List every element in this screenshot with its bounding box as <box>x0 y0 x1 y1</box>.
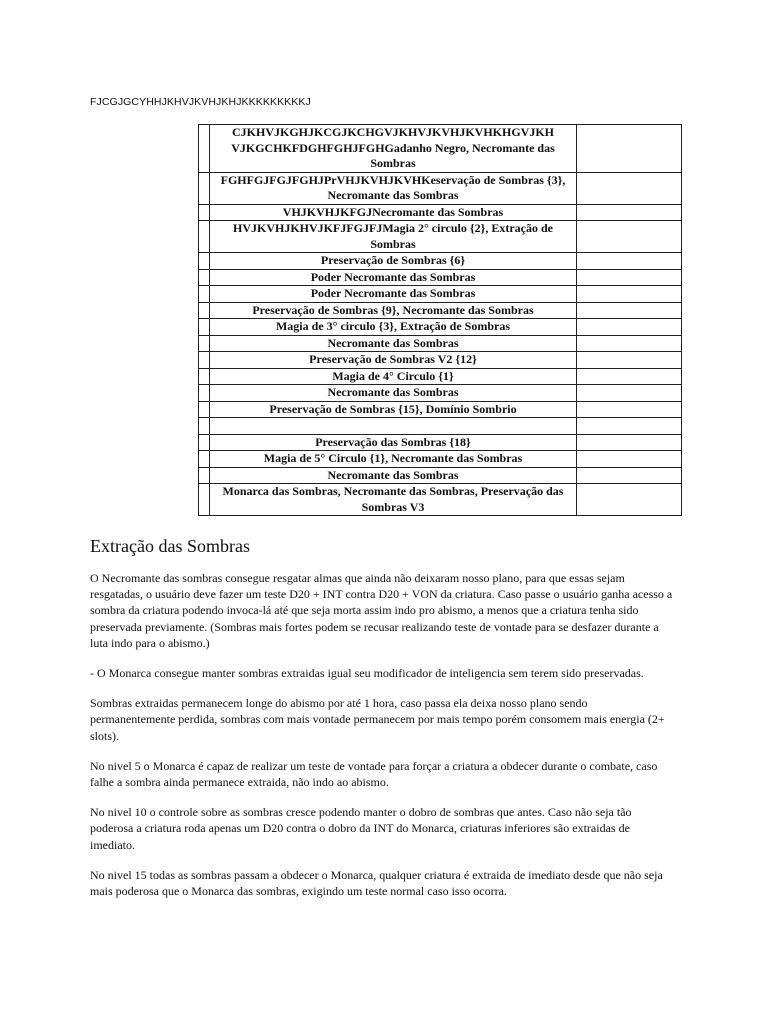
extra-cell <box>577 401 682 418</box>
feature-cell: VHJKVHJKFGJNecromante das Sombras <box>210 204 577 221</box>
level-cell <box>199 172 210 204</box>
feature-cell: Poder Necromante das Sombras <box>210 286 577 303</box>
feature-cell: Necromante das Sombras <box>210 467 577 484</box>
extra-cell <box>577 352 682 369</box>
feature-cell: Preservação de Sombras V2 {12} <box>210 352 577 369</box>
feature-cell: CJKHVJKGHJKCGJKCHGVJKHVJKVHJKVHKHGVJKH VJKGCHKFDGHFGHJFGHGadanho Negro, Necromante das Sombras <box>210 125 577 173</box>
table-row <box>199 401 682 418</box>
level-cell <box>199 125 210 173</box>
section-body <box>90 570 675 913</box>
paragraph: - O Monarca consegue manter sombras extraidas igual seu modificador de inteligencia sem terem sido preservadas. <box>90 666 644 681</box>
table-row <box>199 451 682 468</box>
paragraph: Sombras extraidas permanecem longe do abismo por até 1 hora, caso passa ela deixa nosso plano sendo permanentemente perdida, sombras com mais vontade permanecem por mais tempo porém consomem mais energia (2+ slots). <box>90 696 665 743</box>
level-cell <box>199 467 210 484</box>
extra-cell <box>577 286 682 303</box>
extra-cell <box>577 172 682 204</box>
extra-cell <box>577 418 682 435</box>
level-cell <box>199 434 210 451</box>
table-row <box>199 253 682 270</box>
table-row <box>199 484 682 516</box>
table-row <box>199 221 682 253</box>
feature-cell: Magia de 4° Circulo {1} <box>210 368 577 385</box>
table-body <box>199 125 682 516</box>
extra-cell <box>577 319 682 336</box>
level-cell <box>199 253 210 270</box>
table-row <box>199 335 682 352</box>
table-row <box>199 368 682 385</box>
level-cell <box>199 401 210 418</box>
table-row <box>199 319 682 336</box>
level-cell <box>199 286 210 303</box>
feature-cell: Magia de 3° circulo {3}, Extração de Sombras <box>210 319 577 336</box>
table-row-empty <box>199 418 682 435</box>
extra-cell <box>577 467 682 484</box>
paragraph: No nivel 10 o controle sobre as sombras cresce podendo manter o dobro de sombras que antes. Caso não seja tão poderosa a criatura roda apenas um D20 contra o dobro da INT do Monarca, criaturas inferiores são extraidas de imediato. <box>90 805 632 852</box>
extra-cell <box>577 335 682 352</box>
extra-cell <box>577 125 682 173</box>
class-progression-table <box>198 124 682 516</box>
extra-cell <box>577 368 682 385</box>
table-row <box>199 269 682 286</box>
paragraph: No nivel 5 o Monarca é capaz de realizar um teste de vontade para forçar a criatura a obdecer durante o combate, caso falhe a sombra ainda permanece extraida, não indo ao abismo. <box>90 758 658 790</box>
extra-cell <box>577 253 682 270</box>
level-cell <box>199 204 210 221</box>
level-cell <box>199 385 210 402</box>
level-cell <box>199 302 210 319</box>
feature-cell: Necromante das Sombras <box>210 335 577 352</box>
section-title: Extração das Sombras <box>90 536 250 556</box>
table-row <box>199 352 682 369</box>
extra-cell <box>577 269 682 286</box>
extra-cell <box>577 484 682 516</box>
extra-cell <box>577 221 682 253</box>
level-cell <box>199 269 210 286</box>
table-row <box>199 385 682 402</box>
table-row <box>199 467 682 484</box>
extra-cell <box>577 302 682 319</box>
table-row <box>199 125 682 173</box>
level-cell <box>199 335 210 352</box>
feature-cell: Magia de 5° Circulo {1}, Necromante das Sombras <box>210 451 577 468</box>
extra-cell <box>577 204 682 221</box>
extra-cell <box>577 434 682 451</box>
feature-cell: Monarca das Sombras, Necromante das Sombras, Preservação das Sombras V3 <box>210 484 577 516</box>
extra-cell <box>577 385 682 402</box>
feature-cell: Preservação de Sombras {15}, Domínio Sombrio <box>210 401 577 418</box>
paragraph: O Necromante das sombras consegue resgatar almas que ainda não deixaram nosso plano, para que essas sejam resgatadas, o usuário deve fazer um teste D20 + INT contra D20 + VON da criatura. Caso passe o usuário ganha acesso a sombra da criatura podendo invoca-lá até que seja morta assim indo pro abismo, a menos que a criatura tenha sido preservada previamente. (Sombras mais fortes podem se recusar realizando teste de vontade para se desfazer durante a luta indo para o abismo.) <box>90 571 673 650</box>
extra-cell <box>577 451 682 468</box>
table-row <box>199 434 682 451</box>
level-cell <box>199 221 210 253</box>
feature-cell: Preservação de Sombras {9}, Necromante das Sombras <box>210 302 577 319</box>
feature-cell: Poder Necromante das Sombras <box>210 269 577 286</box>
level-cell <box>199 368 210 385</box>
feature-cell: Preservação das Sombras {18} <box>210 434 577 451</box>
feature-cell: Necromante das Sombras <box>210 385 577 402</box>
level-cell <box>199 484 210 516</box>
table-row <box>199 204 682 221</box>
paragraph: No nivel 15 todas as sombras passam a obdecer o Monarca, qualquer criatura é extraida de imediato desde que não seja mais poderosa que o Monarca das sombras, exigindo um teste normal caso isso ocorra. <box>90 867 663 899</box>
table-row <box>199 172 682 204</box>
feature-cell: Preservação de Sombras {6} <box>210 253 577 270</box>
level-cell <box>199 352 210 369</box>
level-cell <box>199 451 210 468</box>
table-row <box>199 302 682 319</box>
level-cell <box>199 418 210 435</box>
feature-cell <box>210 418 577 435</box>
table-row <box>199 286 682 303</box>
feature-cell: HVJKVHJKHVJKFJFGJFJMagia 2° circulo {2}, Extração de Sombras <box>210 221 577 253</box>
header-code-text: FJCGJGCYHHJKHVJKVHJKHJKKKKKKKKKJ <box>90 96 311 108</box>
level-cell <box>199 319 210 336</box>
feature-cell: FGHFGJFGJFGHJPrVHJKVHJKVHKeservação de Sombras {3}, Necromante das Sombras <box>210 172 577 204</box>
